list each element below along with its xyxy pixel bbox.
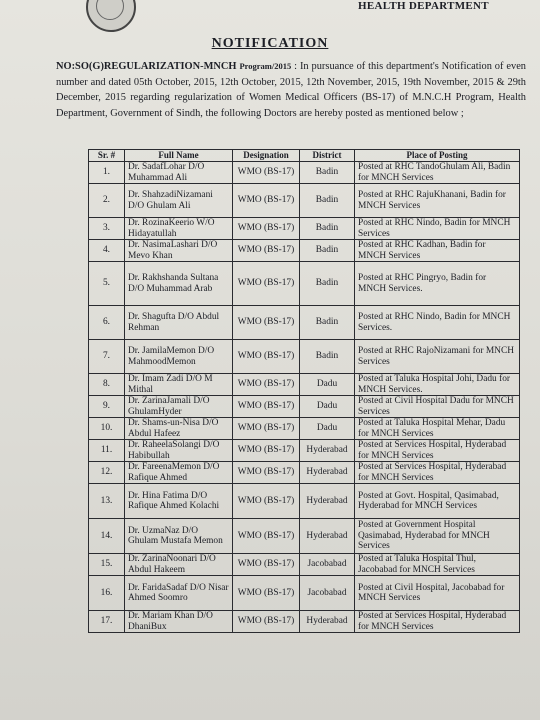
cell-district: Hyderabad [300, 484, 355, 519]
cell-posting: Posted at Civil Hospital, Jacobabad for MNCH Services [355, 576, 520, 611]
table-row [89, 306, 520, 340]
cell-sr: 2. [89, 184, 125, 218]
cell-district: Dadu [300, 396, 355, 418]
cell-name: Dr. FaridaSadaf D/O Nisar Ahmed Soomro [125, 576, 233, 611]
cell-name: Dr. ZarinaNoonari D/O Abdul Hakeem [125, 554, 233, 576]
cell-designation: WMO (BS-17) [233, 374, 300, 396]
cell-name: Dr. Imam Zadi D/O M Mithal [125, 374, 233, 396]
cell-district: Badin [300, 218, 355, 240]
cell-designation: WMO (BS-17) [233, 462, 300, 484]
table-row [89, 554, 520, 576]
cell-designation: WMO (BS-17) [233, 240, 300, 262]
cell-sr: 13. [89, 484, 125, 519]
column-header-sr: Sr. # [89, 150, 125, 162]
table-row [89, 374, 520, 396]
cell-posting: Posted at RHC TandoGhulam Ali, Badin for MNCH Services [355, 162, 520, 184]
cell-sr: 10. [89, 418, 125, 440]
cell-sr: 6. [89, 306, 125, 340]
cell-sr: 15. [89, 554, 125, 576]
cell-sr: 1. [89, 162, 125, 184]
intro-paragraph [56, 59, 526, 121]
cell-posting: Posted at RHC Kadhan, Badin for MNCH Services [355, 240, 520, 262]
cell-district: Badin [300, 184, 355, 218]
cell-designation: WMO (BS-17) [233, 262, 300, 306]
table-row [89, 218, 520, 240]
cell-name: Dr. ShahzadiNizamani D/O Ghulam Ali [125, 184, 233, 218]
cell-designation: WMO (BS-17) [233, 218, 300, 240]
cell-name: Dr. Shams-un-Nisa D/O Abdul Hafeez [125, 418, 233, 440]
cell-name: Dr. Rakhshanda Sultana D/O Muhammad Arab [125, 262, 233, 306]
cell-designation: WMO (BS-17) [233, 611, 300, 633]
table-row [89, 440, 520, 462]
table-row [89, 184, 520, 218]
cell-posting: Posted at Taluka Hospital Johi, Dadu for MNCH Services. [355, 374, 520, 396]
cell-district: Hyderabad [300, 440, 355, 462]
cell-designation: WMO (BS-17) [233, 162, 300, 184]
cell-designation: WMO (BS-17) [233, 340, 300, 374]
cell-sr: 7. [89, 340, 125, 374]
cell-sr: 9. [89, 396, 125, 418]
cell-posting: Posted at Services Hospital, Hyderabad for MNCH Services [355, 611, 520, 633]
cell-sr: 11. [89, 440, 125, 462]
government-seal-logo [86, 0, 136, 32]
cell-district: Dadu [300, 418, 355, 440]
cell-name: Dr. Mariam Khan D/O DhaniBux [125, 611, 233, 633]
cell-name: Dr. NasimaLashari D/O Mevo Khan [125, 240, 233, 262]
cell-posting: Posted at Services Hospital, Hyderabad for MNCH Services [355, 462, 520, 484]
postings-table [88, 149, 520, 633]
table-row [89, 519, 520, 554]
table-row [89, 576, 520, 611]
cell-sr: 12. [89, 462, 125, 484]
cell-posting: Posted at Govt. Hospital, Qasimabad, Hyderabad for MNCH Services [355, 484, 520, 519]
table-row [89, 262, 520, 306]
cell-sr: 5. [89, 262, 125, 306]
reference-number: NO:SO(G)REGULARIZATION-MNCH [56, 61, 237, 72]
cell-name: Dr. FareenaMemon D/O Rafique Ahmed [125, 462, 233, 484]
cell-posting: Posted at Taluka Hospital Thul, Jacobabad for MNCH Services [355, 554, 520, 576]
cell-posting: Posted at Government Hospital Qasimabad, Hyderabad for MNCH Services [355, 519, 520, 554]
cell-designation: WMO (BS-17) [233, 484, 300, 519]
cell-district: Hyderabad [300, 611, 355, 633]
cell-designation: WMO (BS-17) [233, 418, 300, 440]
cell-sr: 16. [89, 576, 125, 611]
cell-posting: Posted at RHC Pingryo, Badin for MNCH Services. [355, 262, 520, 306]
cell-name: Dr. ZarinaJamali D/O GhulamHyder [125, 396, 233, 418]
cell-sr: 4. [89, 240, 125, 262]
cell-posting: Posted at RHC RajuKhanani, Badin for MNCH Services [355, 184, 520, 218]
intro-text: : In pursuance of this department's Notification of even number and dated 05th October, 2015, 12th October, 2015, 12th November, 2015, 19th November, 2015 & 29th December, 2015 regarding regularization of Women Medical Officers (BS-17) of M.N.C.H Program, Health Department, Government of Sindh, the following Doctors are hereby posted as mentioned below ; [56, 61, 526, 119]
cell-district: Badin [300, 240, 355, 262]
cell-sr: 3. [89, 218, 125, 240]
cell-district: Badin [300, 162, 355, 184]
cell-district: Badin [300, 306, 355, 340]
cell-sr: 17. [89, 611, 125, 633]
table-row [89, 396, 520, 418]
cell-district: Jacobabad [300, 576, 355, 611]
table-row [89, 484, 520, 519]
table-row [89, 611, 520, 633]
cell-district: Badin [300, 262, 355, 306]
cell-posting: Posted at RHC Nindo, Badin for MNCH Services. [355, 306, 520, 340]
cell-sr: 8. [89, 374, 125, 396]
department-heading: HEALTH DEPARTMENT [358, 0, 489, 12]
cell-posting: Posted at RHC RajoNizamani for MNCH Services [355, 340, 520, 374]
cell-posting: Posted at Civil Hospital Dadu for MNCH Services [355, 396, 520, 418]
cell-name: Dr. Shagufta D/O Abdul Rehman [125, 306, 233, 340]
notification-title: NOTIFICATION [211, 36, 329, 51]
cell-designation: WMO (BS-17) [233, 554, 300, 576]
cell-posting: Posted at Taluka Hospital Mehar, Dadu for MNCH Services [355, 418, 520, 440]
table-row [89, 162, 520, 184]
cell-posting: Posted at Services Hospital, Hyderabad for MNCH Services [355, 440, 520, 462]
table-row [89, 418, 520, 440]
cell-designation: WMO (BS-17) [233, 440, 300, 462]
cell-district: Badin [300, 340, 355, 374]
cell-name: Dr. RaheelaSolangi D/O Habibullah [125, 440, 233, 462]
table-row [89, 462, 520, 484]
cell-designation: WMO (BS-17) [233, 519, 300, 554]
column-header-designation: Designation [233, 150, 300, 162]
cell-designation: WMO (BS-17) [233, 306, 300, 340]
cell-district: Hyderabad [300, 519, 355, 554]
column-header-full-name: Full Name [125, 150, 233, 162]
cell-designation: WMO (BS-17) [233, 576, 300, 611]
cell-sr: 14. [89, 519, 125, 554]
cell-designation: WMO (BS-17) [233, 184, 300, 218]
cell-name: Dr. RozinaKeerio W/O Hidayatullah [125, 218, 233, 240]
table-row [89, 340, 520, 374]
cell-designation: WMO (BS-17) [233, 396, 300, 418]
cell-district: Hyderabad [300, 462, 355, 484]
table-header-row [89, 150, 520, 162]
cell-name: Dr. Hina Fatima D/O Rafique Ahmed Kolachi [125, 484, 233, 519]
cell-posting: Posted at RHC Nindo, Badin for MNCH Services [355, 218, 520, 240]
cell-district: Jacobabad [300, 554, 355, 576]
cell-district: Dadu [300, 374, 355, 396]
cell-name: Dr. UzmaNaz D/O Ghulam Mustafa Memon [125, 519, 233, 554]
cell-name: Dr. JamilaMemon D/O MahmoodMemon [125, 340, 233, 374]
cell-name: Dr. SadafLohar D/O Muhammad Ali [125, 162, 233, 184]
table-row [89, 240, 520, 262]
column-header-place-of-posting: Place of Posting [355, 150, 520, 162]
reference-number-tail: Program/2015 [239, 61, 292, 71]
column-header-district: District [300, 150, 355, 162]
